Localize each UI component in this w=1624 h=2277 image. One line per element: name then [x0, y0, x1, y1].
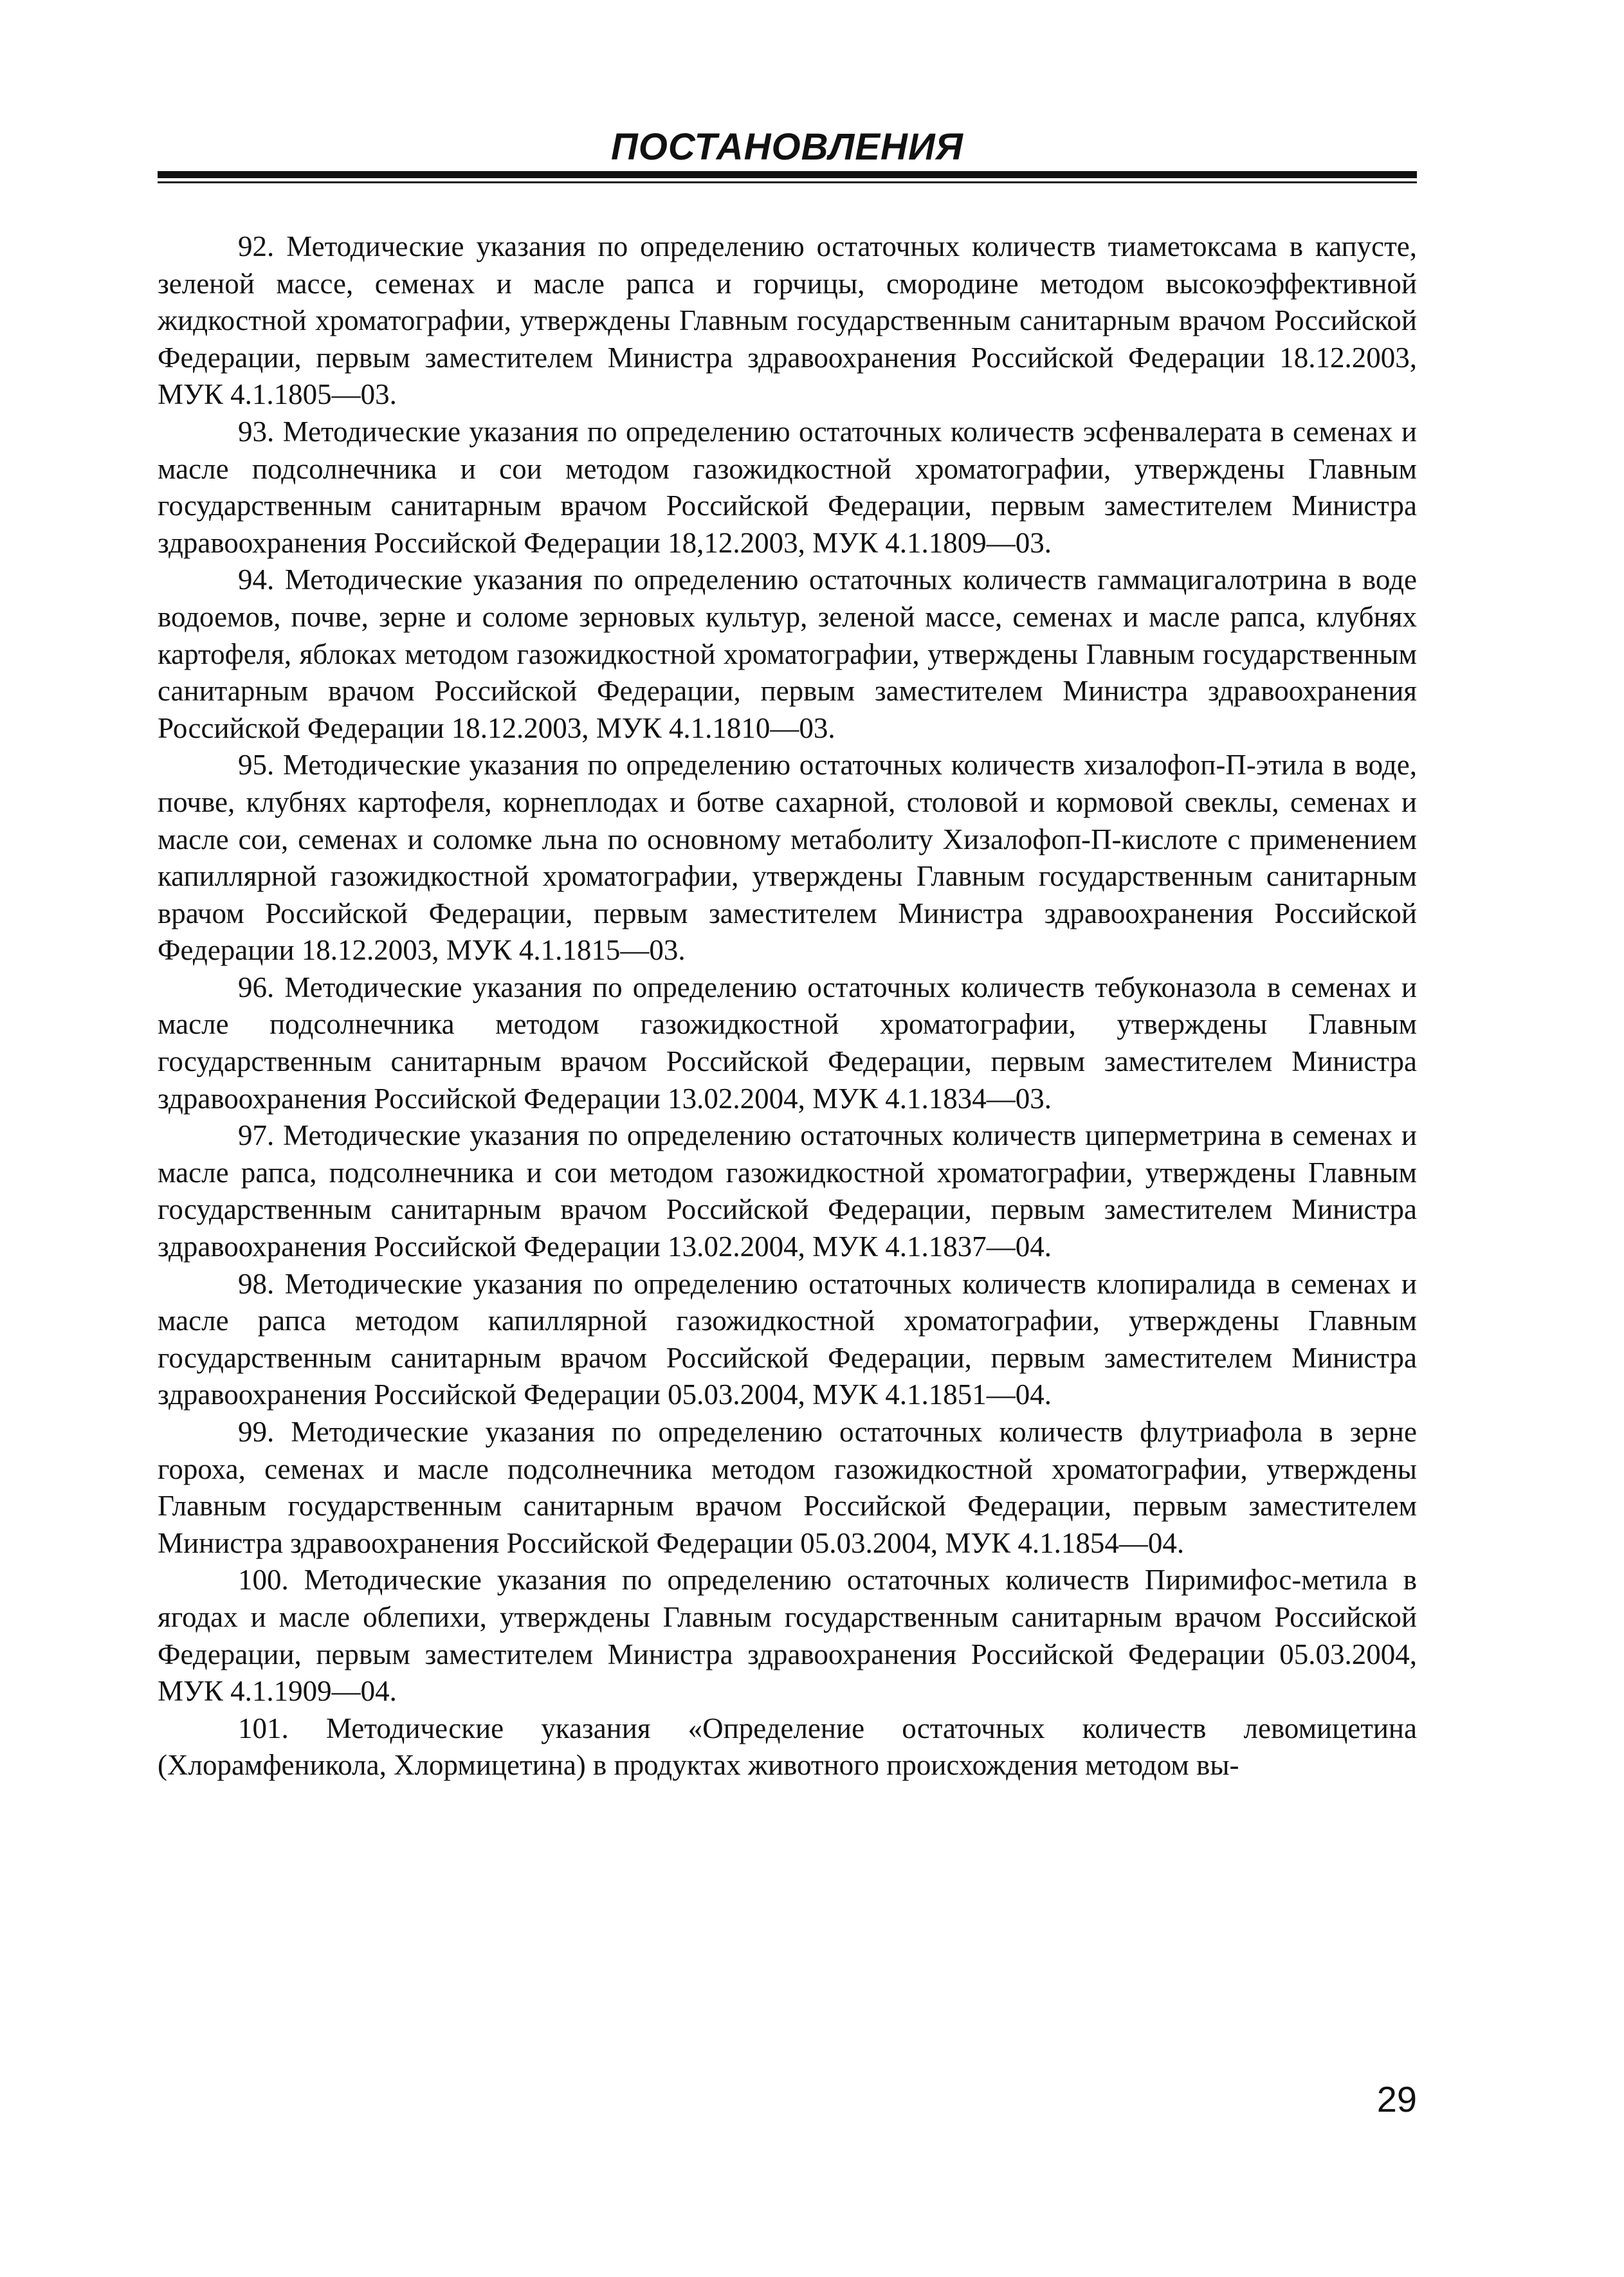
list-item-101: 101. Методические указания «Определение остаточных количеств левомицетина (Хлорамфеникола, Хлормицетина) в продуктах животного происхождения методом вы-	[158, 1712, 1417, 1782]
list-item-95: 95. Методические указания по определению остаточных количеств хизалофоп-П-этила в воде, почве, клубнях картофеля, корнеплодах и ботве сахарной, столовой и кормовой свеклы, семенах и масле сои, семенах и соломке льна по основному метаболиту Хизалофоп-П-кислоте с применением капиллярной газожидкостной хроматографии, утверждены Главным государственным санитарным врачом Российской Федерации, первым заместителем Министра здравоохранения Российской Федерации 18.12.2003, МУК 4.1.1815—03.	[158, 749, 1417, 967]
list-item-96: 96. Методические указания по определению остаточных количеств тебуконазола в семенах и масле подсолнечника методом газожидкостной хроматографии, утверждены Главным государственным санитарным врачом Российской Федерации, первым заместителем Министра здравоохранения Российской Федерации 13.02.2004, МУК 4.1.1834—03.	[158, 971, 1417, 1115]
list-item-93: 93. Методические указания по определению остаточных количеств эсфенвалерата в семенах и масле подсолнечника и сои методом газожидкостной хроматографии, утверждены Главным государственным санитарным врачом Российской Федерации, первым заместителем Министра здравоохранения Российской Федерации 18,12.2003, МУК 4.1.1809—03.	[158, 415, 1417, 559]
list-item-98: 98. Методические указания по определению остаточных количеств клопиралида в семенах и масле рапса методом капиллярной газожидкостной хроматографии, утверждены Главным государственным санитарным врачом Российской Федерации, первым заместителем Министра здравоохранения Российской Федерации 05.03.2004, МУК 4.1.1851—04.	[158, 1267, 1417, 1411]
list-item-92: 92. Методические указания по определению остаточных количеств тиаметоксама в капусте, зеленой массе, семенах и масле рапса и горчицы, смородине методом высокоэффективной жидкостной хроматографии, утверждены Главным государственным санитарным врачом Российской Федерации, первым заместителем Министра здравоохранения Российской Федерации 18.12.2003, МУК 4.1.1805—03.	[158, 230, 1417, 411]
header-rule-thick	[158, 171, 1417, 178]
header-rule-thin	[158, 181, 1417, 183]
list-item-99: 99. Методические указания по определению остаточных количеств флутриафола в зерне гороха, семенах и масле подсолнечника методом газожидкостной хроматографии, утверждены Главным государственным санитарным врачом Российской Федерации, первым заместителем Министра здравоохранения Российской Федерации 05.03.2004, МУК 4.1.1854—04.	[158, 1416, 1417, 1559]
list-item-100: 100. Методические указания по определению остаточных количеств Пиримифос-метила в ягодах и масле облепихи, утверждены Главным государственным санитарным врачом Российской Федерации, первым заместителем Министра здравоохранения Российской Федерации 05.03.2004, МУК 4.1.1909—04.	[158, 1564, 1417, 1708]
page-number: 29	[1376, 2079, 1417, 2119]
running-header	[158, 126, 1417, 183]
list-item-94: 94. Методические указания по определению остаточных количеств гаммацигалотрина в воде водоемов, почве, зерне и соломе зерновых культур, зеленой массе, семенах и масле рапса, клубнях картофеля, яблоках методом газожидкостной хроматографии, утверждены Главным государственным санитарным врачом Российской Федерации, первым заместителем Министра здравоохранения Российской Федерации 18.12.2003, МУК 4.1.1810—03.	[158, 563, 1417, 744]
section-title: ПОСТАНОВЛЕНИЯ	[611, 126, 963, 168]
list-item-97: 97. Методические указания по определению остаточных количеств циперметрина в семенах и масле рапса, подсолнечника и сои методом газожидкостной хроматографии, утверждены Главным государственным санитарным врачом Российской Федерации, первым заместителем Министра здравоохранения Российской Федерации 13.02.2004, МУК 4.1.1837—04.	[158, 1119, 1417, 1263]
document-body	[158, 228, 1417, 1784]
header-double-rule	[158, 171, 1417, 183]
